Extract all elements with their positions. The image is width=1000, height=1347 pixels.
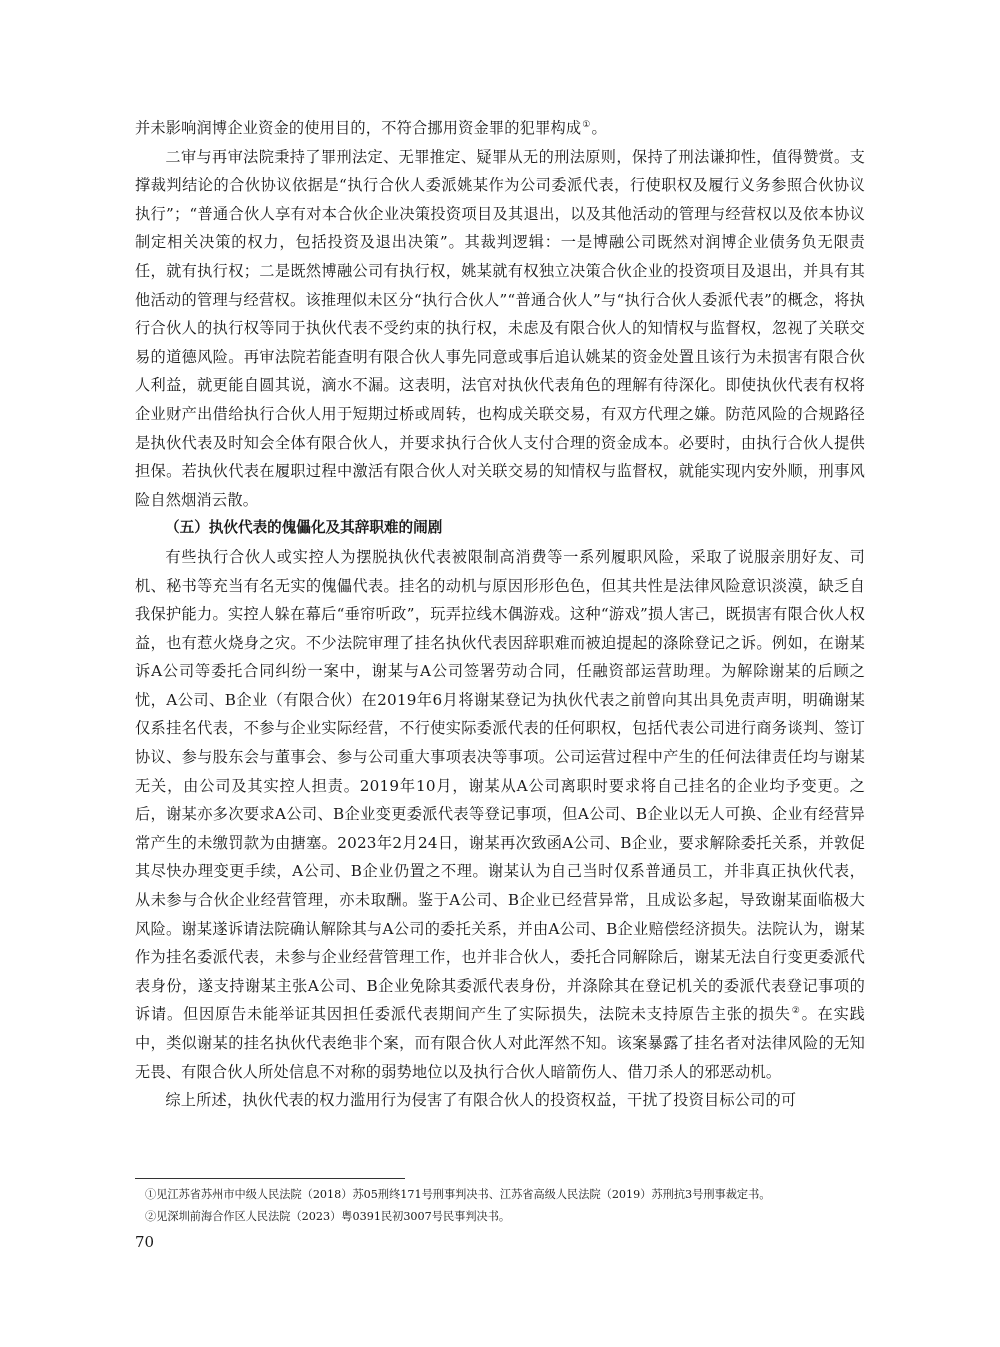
footnote-ref-2[interactable]: ② <box>791 1006 801 1017</box>
page-number: 70 <box>135 1233 155 1251</box>
body-text <box>135 114 865 1115</box>
paragraph-1-end: 。 <box>591 119 607 137</box>
paragraph-1 <box>135 114 865 143</box>
section-heading: （五）执伙代表的傀儡化及其辞职难的闹剧 <box>165 519 443 537</box>
paragraph-3 <box>135 543 865 1086</box>
footnotes <box>145 1184 865 1228</box>
footnote-divider <box>135 1178 405 1179</box>
paragraph-2: 二审与再审法院秉持了罪刑法定、无罪推定、疑罪从无的刑法原则，保持了刑法谦抑性，值得赞赏。支撑裁判结论的合伙协议依据是“执行合伙人委派姚某作为公司委派代表，行使职权及履行义务参照合伙协议执行”；“普通合伙人享有对本合伙企业决策投资项目及其退出，以及其他活动的管理与经营权以及依本协议制定相关决策的权力，包括投资及退出决策”。其裁判逻辑：一是博融公司既然对润博企业债务负无限责任，就有执行权；二是既然博融公司有执行权，姚某就有权独立决策合伙企业的投资项目及退出，并具有其他活动的管理与经营权。该推理似未区分“执行合伙人”“普通合伙人”与“执行合伙人委派代表”的概念，将执行合伙人的执行权等同于执伙代表不受约束的执行权，未虑及有限合伙人的知情权与监督权，忽视了关联交易的道德风险。再审法院若能查明有限合伙人事先同意或事后追认姚某的资金处置且该行为未损害有限合伙人利益，就更能自圆其说，滴水不漏。这表明，法官对执伙代表角色的理解有待深化。即使执伙代表有权将企业财产出借给执行合伙人用于短期过桥或周转，也构成关联交易，有双方代理之嫌。防范风险的合规路径是执伙代表及时知会全体有限合伙人，并要求执行合伙人支付合理的资金成本。必要时，由执行合伙人提供担保。若执伙代表在履职过程中激活有限合伙人对关联交易的知情权与监督权，就能实现内安外顺，刑事风险自然烟消云散。 <box>135 147 865 509</box>
paragraph-3-text: 有些执行合伙人或实控人为摆脱执伙代表被限制高消费等一系列履职风险，采取了说服亲朋好友、司机、秘书等充当有名无实的傀儡代表。挂名的动机与原因形形色色，但其共性是法律风险意识淡漠，缺乏自我保护能力。实控人躲在幕后“垂帘听政”，玩弄拉线木偶游戏。这种“游戏”损人害己，既损害有限合伙人权益，也有惹火烧身之灾。不少法院审理了挂名执伙代表因辞职难而被迫提起的涤除登记之诉。例如，在谢某诉A公司等委托合同纠纷一案中，谢某与A公司签署劳动合同，任融资部运营助理。为解除谢某的后顾之忧，A公司、B企业（有限合伙）在2019年6月将谢某登记为执伙代表之前曾向其出具免责声明，明确谢某仅系挂名代表，不参与企业实际经营，不行使实际委派代表的任何职权，包括代表公司进行商务谈判、签订协议、参与股东会与董事会、参与公司重大事项表决等事项。公司运营过程中产生的任何法律责任均与谢某无关，由公司及其实控人担责。2019年10月，谢某从A公司离职时要求将自己挂名的企业均予变更。之后，谢某亦多次要求A公司、B企业变更委派代表等登记事项，但A公司、B企业以无人可换、企业有经营异常产生的未缴罚款为由搪塞。2023年2月24日，谢某再次致函A公司、B企业，要求解除委托关系，并敦促其尽快办理变更手续，A公司、B企业仍置之不理。谢某认为自己当时仅系普通员工，并非真正执伙代表，从未参与合伙企业经营管理，亦未取酬。鉴于A公司、B企业已经营异常，且成讼多起，导致谢某面临极大风险。谢某遂诉请法院确认解除其与A公司的委托关系，并由A公司、B企业赔偿经济损失。法院认为，谢某作为挂名委派代表，未参与企业经营管理工作，也并非合伙人，委托合同解除后，谢某无法自行变更委派代表身份，遂支持谢某主张A公司、B企业免除其委派代表身份，并涤除其在登记机关的委派代表登记事项的诉请。但因原告未能举证其因担任委派代表期间产生了实际损失，法院未支持原告主张的损失 <box>135 547 865 1024</box>
footnote-2: ②见深圳前海合作区人民法院（2023）粤0391民初3007号民事判决书。 <box>145 1210 511 1223</box>
paragraph-4: 综上所述，执伙代表的权力滥用行为侵害了有限合伙人的投资权益，干扰了投资目标公司的可 <box>165 1091 797 1110</box>
paragraph-1-text: 并未影响润博企业资金的使用目的，不符合挪用资金罪的犯罪构成 <box>135 119 582 137</box>
footnote-ref-1[interactable]: ① <box>582 119 591 130</box>
footnote-1: ①见江苏省苏州市中级人民法院（2018）苏05刑终171号刑事判决书、江苏省高级人民法院（2019）苏刑抗3号刑事裁定书。 <box>145 1188 771 1201</box>
paragraph-3-end: 。在实践中，类似谢某的挂名执伙代表绝非个案，而有限合伙人对此浑然不知。该案暴露了挂名者对法律风险的无知无畏、有限合伙人所处信息不对称的弱势地位以及执行合伙人暗箭伤人、借刀杀人的邪恶动机。 <box>135 1005 865 1081</box>
